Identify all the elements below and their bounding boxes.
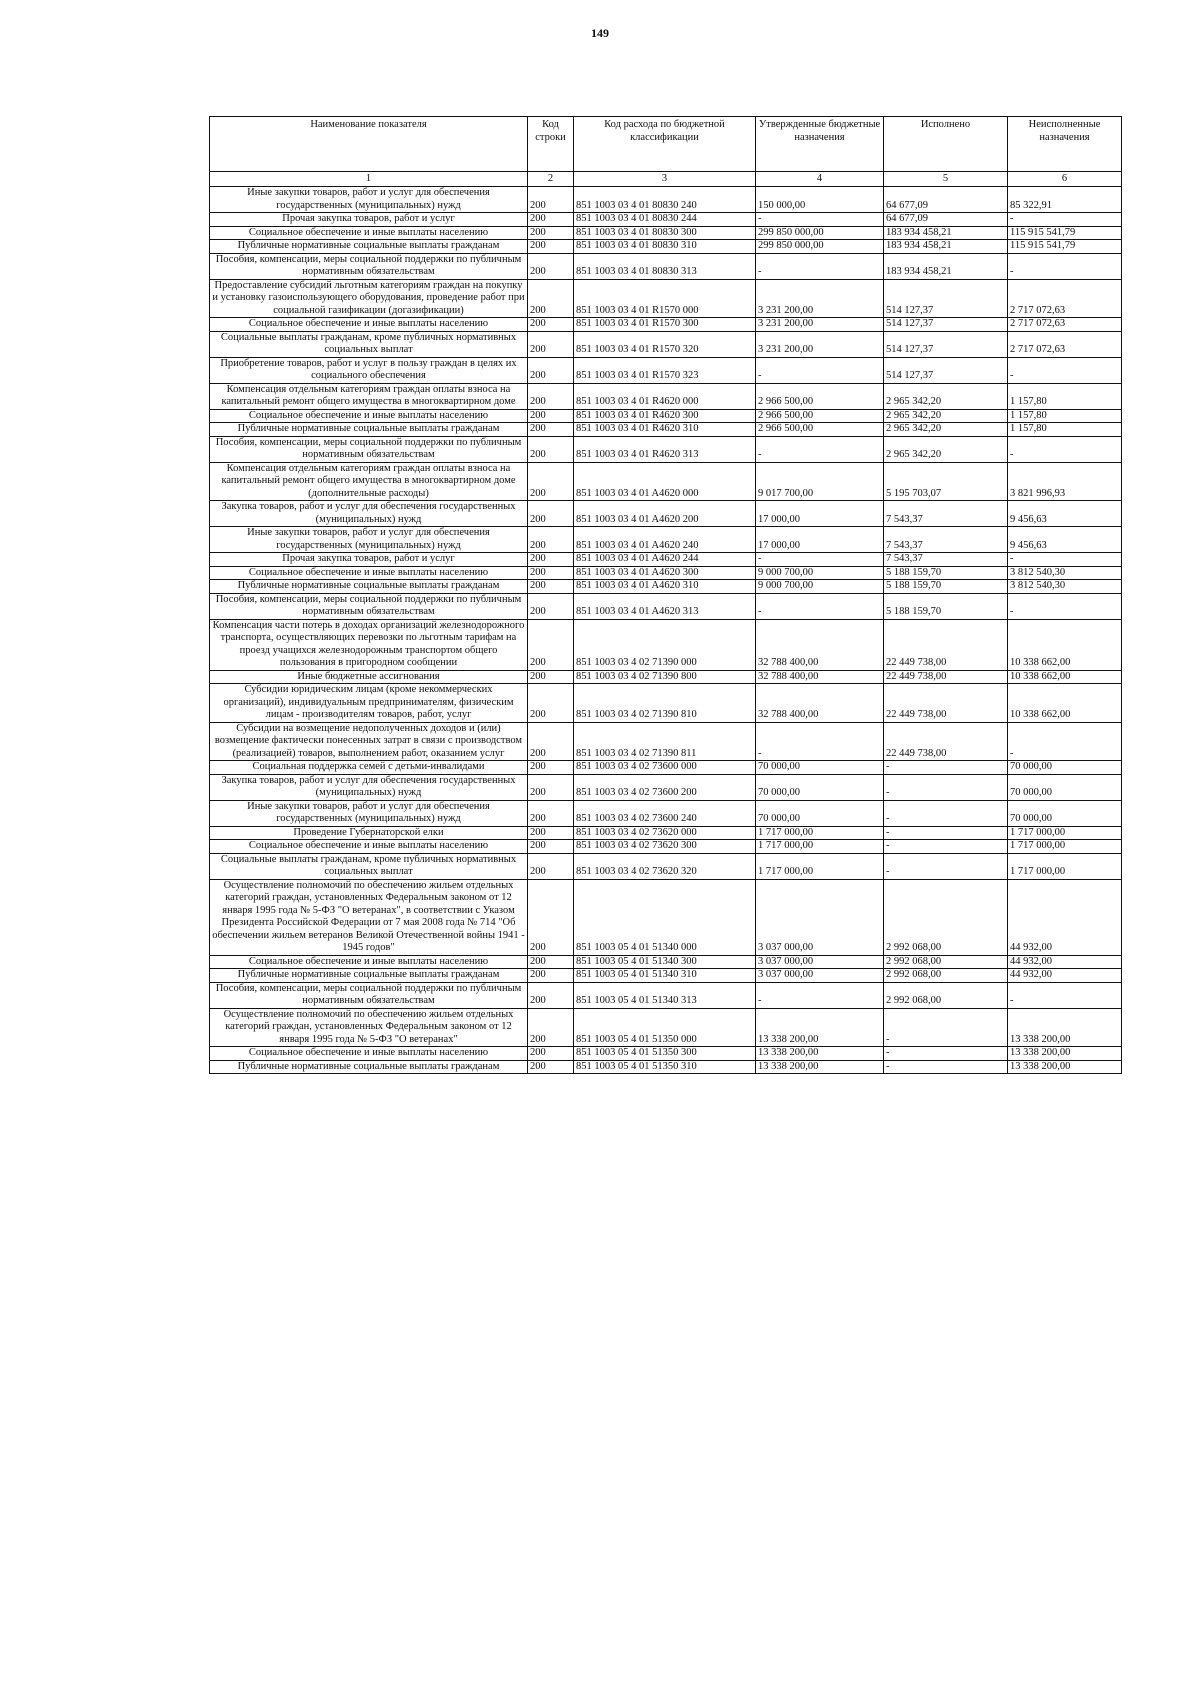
cell-executed: 2 992 068,00 bbox=[884, 982, 1008, 1008]
cell-line-code: 200 bbox=[528, 501, 574, 527]
cell-approved: 17 000,00 bbox=[756, 501, 884, 527]
cell-line-code: 200 bbox=[528, 527, 574, 553]
cell-approved: 13 338 200,00 bbox=[756, 1060, 884, 1074]
cell-line-code: 200 bbox=[528, 423, 574, 437]
cell-line-code: 200 bbox=[528, 357, 574, 383]
table-row bbox=[210, 800, 1122, 826]
cell-approved: - bbox=[756, 982, 884, 1008]
cell-expense-code: 851 1003 03 4 01 A4620 240 bbox=[574, 527, 756, 553]
cell-indicator-name: Приобретение товаров, работ и услуг в пользу граждан в целях их социального обеспечения bbox=[210, 357, 528, 383]
cell-indicator-name: Пособия, компенсации, меры социальной поддержки по публичным нормативным обязательствам bbox=[210, 593, 528, 619]
cell-unexecuted: 9 456,63 bbox=[1008, 527, 1122, 553]
cell-indicator-name: Иные закупки товаров, работ и услуг для обеспечения государственных (муниципальных) нужд bbox=[210, 187, 528, 213]
cell-executed: - bbox=[884, 800, 1008, 826]
cell-executed: 2 992 068,00 bbox=[884, 969, 1008, 983]
cell-line-code: 200 bbox=[528, 853, 574, 879]
cell-expense-code: 851 1003 03 4 01 A4620 300 bbox=[574, 566, 756, 580]
cell-unexecuted: 70 000,00 bbox=[1008, 800, 1122, 826]
cell-indicator-name: Закупка товаров, работ и услуг для обеспечения государственных (муниципальных) нужд bbox=[210, 501, 528, 527]
cell-approved: - bbox=[756, 436, 884, 462]
cell-expense-code: 851 1003 05 4 01 51350 300 bbox=[574, 1047, 756, 1061]
cell-unexecuted: 2 717 072,63 bbox=[1008, 279, 1122, 318]
cell-indicator-name: Субсидии на возмещение недополученных доходов и (или) возмещение фактически понесенных затрат в связи с производством (реализацией) товаров, выполнением работ, оказанием услуг bbox=[210, 722, 528, 761]
header-unexecuted: Неисполненные назначения bbox=[1008, 117, 1122, 172]
cell-expense-code: 851 1003 03 4 01 80830 244 bbox=[574, 213, 756, 227]
cell-indicator-name: Компенсация отдельным категориям граждан оплаты взноса на капитальный ремонт общего имущества в многоквартирном доме bbox=[210, 383, 528, 409]
cell-indicator-name: Иные закупки товаров, работ и услуг для обеспечения государственных (муниципальных) нужд bbox=[210, 527, 528, 553]
cell-approved: 32 788 400,00 bbox=[756, 670, 884, 684]
cell-expense-code: 851 1003 03 4 02 71390 000 bbox=[574, 619, 756, 670]
cell-indicator-name: Закупка товаров, работ и услуг для обеспечения государственных (муниципальных) нужд bbox=[210, 774, 528, 800]
cell-line-code: 200 bbox=[528, 436, 574, 462]
cell-approved: 17 000,00 bbox=[756, 527, 884, 553]
table-row bbox=[210, 409, 1122, 423]
cell-indicator-name: Проведение Губернаторской елки bbox=[210, 826, 528, 840]
cell-unexecuted: 10 338 662,00 bbox=[1008, 684, 1122, 723]
cell-indicator-name: Иные закупки товаров, работ и услуг для обеспечения государственных (муниципальных) нужд bbox=[210, 800, 528, 826]
cell-line-code: 200 bbox=[528, 1047, 574, 1061]
cell-line-code: 200 bbox=[528, 955, 574, 969]
cell-line-code: 200 bbox=[528, 722, 574, 761]
cell-expense-code: 851 1003 03 4 02 73600 200 bbox=[574, 774, 756, 800]
column-number: 3 bbox=[574, 172, 756, 187]
cell-unexecuted: 1 717 000,00 bbox=[1008, 826, 1122, 840]
cell-expense-code: 851 1003 03 4 02 73600 240 bbox=[574, 800, 756, 826]
table-row bbox=[210, 684, 1122, 723]
cell-indicator-name: Социальная поддержка семей с детьми-инвалидами bbox=[210, 761, 528, 775]
table-row bbox=[210, 982, 1122, 1008]
cell-approved: 70 000,00 bbox=[756, 774, 884, 800]
cell-approved: 3 037 000,00 bbox=[756, 969, 884, 983]
cell-expense-code: 851 1003 03 4 01 R1570 300 bbox=[574, 318, 756, 332]
table-row bbox=[210, 761, 1122, 775]
table-row bbox=[210, 853, 1122, 879]
header-row bbox=[210, 117, 1122, 172]
cell-expense-code: 851 1003 05 4 01 51350 310 bbox=[574, 1060, 756, 1074]
cell-executed: 7 543,37 bbox=[884, 553, 1008, 567]
cell-indicator-name: Публичные нормативные социальные выплаты гражданам bbox=[210, 423, 528, 437]
cell-line-code: 200 bbox=[528, 318, 574, 332]
header-indicator-name: Наименование показателя bbox=[210, 117, 528, 172]
table-row bbox=[210, 1047, 1122, 1061]
cell-unexecuted: - bbox=[1008, 593, 1122, 619]
cell-approved: 2 966 500,00 bbox=[756, 383, 884, 409]
table-row bbox=[210, 253, 1122, 279]
cell-executed: 2 965 342,20 bbox=[884, 383, 1008, 409]
cell-indicator-name: Осуществление полномочий по обеспечению жильем отдельных категорий граждан, установленных Федеральным законом от 12 января 1995 года № 5-ФЗ "О ветеранах", в соответствии с Указом Президента Российской Федерации от 7 мая 2008 года № 714 "Об обеспечении жильем ветеранов Великой Отечественной войны 1941 - 1945 годов" bbox=[210, 879, 528, 955]
cell-executed: - bbox=[884, 853, 1008, 879]
cell-unexecuted: 1 717 000,00 bbox=[1008, 853, 1122, 879]
cell-indicator-name: Публичные нормативные социальные выплаты гражданам bbox=[210, 240, 528, 254]
cell-indicator-name: Осуществление полномочий по обеспечению жильем отдельных категорий граждан, установленных Федеральным законом от 12 января 1995 года № 5-ФЗ "О ветеранах" bbox=[210, 1008, 528, 1047]
cell-line-code: 200 bbox=[528, 619, 574, 670]
cell-line-code: 200 bbox=[528, 879, 574, 955]
cell-unexecuted: 70 000,00 bbox=[1008, 761, 1122, 775]
cell-approved: - bbox=[756, 253, 884, 279]
cell-line-code: 200 bbox=[528, 774, 574, 800]
cell-indicator-name: Социальные выплаты гражданам, кроме публичных нормативных социальных выплат bbox=[210, 853, 528, 879]
table-row bbox=[210, 879, 1122, 955]
cell-expense-code: 851 1003 03 4 01 A4620 313 bbox=[574, 593, 756, 619]
cell-line-code: 200 bbox=[528, 982, 574, 1008]
cell-executed: 2 965 342,20 bbox=[884, 436, 1008, 462]
column-number: 4 bbox=[756, 172, 884, 187]
table-row bbox=[210, 1008, 1122, 1047]
table-row bbox=[210, 722, 1122, 761]
cell-executed: 22 449 738,00 bbox=[884, 722, 1008, 761]
cell-approved: - bbox=[756, 553, 884, 567]
cell-approved: - bbox=[756, 213, 884, 227]
cell-indicator-name: Иные бюджетные ассигнования bbox=[210, 670, 528, 684]
header-line-code: Код строки bbox=[528, 117, 574, 172]
cell-indicator-name: Публичные нормативные социальные выплаты гражданам bbox=[210, 969, 528, 983]
cell-unexecuted: 1 717 000,00 bbox=[1008, 840, 1122, 854]
cell-expense-code: 851 1003 03 4 01 A4620 244 bbox=[574, 553, 756, 567]
table-row bbox=[210, 840, 1122, 854]
cell-executed: 5 188 159,70 bbox=[884, 580, 1008, 594]
cell-indicator-name: Социальное обеспечение и иные выплаты населению bbox=[210, 409, 528, 423]
cell-indicator-name: Пособия, компенсации, меры социальной поддержки по публичным нормативным обязательствам bbox=[210, 982, 528, 1008]
cell-line-code: 200 bbox=[528, 1008, 574, 1047]
cell-line-code: 200 bbox=[528, 253, 574, 279]
cell-unexecuted: 1 157,80 bbox=[1008, 383, 1122, 409]
cell-indicator-name: Прочая закупка товаров, работ и услуг bbox=[210, 553, 528, 567]
table-row bbox=[210, 331, 1122, 357]
cell-expense-code: 851 1003 05 4 01 51340 313 bbox=[574, 982, 756, 1008]
cell-approved: 9 000 700,00 bbox=[756, 566, 884, 580]
page-number: 149 bbox=[591, 26, 609, 40]
cell-unexecuted: 3 812 540,30 bbox=[1008, 566, 1122, 580]
cell-line-code: 200 bbox=[528, 409, 574, 423]
cell-executed: - bbox=[884, 1060, 1008, 1074]
cell-unexecuted: 3 821 996,93 bbox=[1008, 462, 1122, 501]
table-row bbox=[210, 527, 1122, 553]
table-row bbox=[210, 969, 1122, 983]
cell-approved: 32 788 400,00 bbox=[756, 684, 884, 723]
cell-executed: 64 677,09 bbox=[884, 213, 1008, 227]
cell-executed: 183 934 458,21 bbox=[884, 240, 1008, 254]
cell-expense-code: 851 1003 03 4 01 80830 300 bbox=[574, 226, 756, 240]
cell-approved: 9 017 700,00 bbox=[756, 462, 884, 501]
cell-unexecuted: - bbox=[1008, 982, 1122, 1008]
cell-expense-code: 851 1003 03 4 01 80830 310 bbox=[574, 240, 756, 254]
table-header bbox=[210, 117, 1122, 187]
table-row bbox=[210, 436, 1122, 462]
cell-expense-code: 851 1003 03 4 01 R4620 313 bbox=[574, 436, 756, 462]
cell-approved: 150 000,00 bbox=[756, 187, 884, 213]
cell-executed: 5 188 159,70 bbox=[884, 593, 1008, 619]
cell-unexecuted: 3 812 540,30 bbox=[1008, 580, 1122, 594]
cell-expense-code: 851 1003 03 4 01 A4620 310 bbox=[574, 580, 756, 594]
cell-expense-code: 851 1003 03 4 01 80830 313 bbox=[574, 253, 756, 279]
table-row bbox=[210, 580, 1122, 594]
cell-executed: - bbox=[884, 1047, 1008, 1061]
table-row bbox=[210, 826, 1122, 840]
cell-unexecuted: 115 915 541,79 bbox=[1008, 226, 1122, 240]
cell-expense-code: 851 1003 03 4 01 R1570 323 bbox=[574, 357, 756, 383]
cell-expense-code: 851 1003 03 4 02 73620 320 bbox=[574, 853, 756, 879]
cell-indicator-name: Социальное обеспечение и иные выплаты населению bbox=[210, 318, 528, 332]
cell-approved: 9 000 700,00 bbox=[756, 580, 884, 594]
cell-executed: 22 449 738,00 bbox=[884, 684, 1008, 723]
cell-unexecuted: 44 932,00 bbox=[1008, 969, 1122, 983]
cell-approved: 3 231 200,00 bbox=[756, 318, 884, 332]
cell-unexecuted: - bbox=[1008, 253, 1122, 279]
cell-expense-code: 851 1003 05 4 01 51340 300 bbox=[574, 955, 756, 969]
cell-line-code: 200 bbox=[528, 1060, 574, 1074]
cell-indicator-name: Социальное обеспечение и иные выплаты населению bbox=[210, 955, 528, 969]
cell-executed: 5 188 159,70 bbox=[884, 566, 1008, 580]
cell-executed: 22 449 738,00 bbox=[884, 670, 1008, 684]
table-row bbox=[210, 318, 1122, 332]
cell-approved: 3 231 200,00 bbox=[756, 279, 884, 318]
header-approved: Утвержденные бюджетные назначения bbox=[756, 117, 884, 172]
cell-unexecuted: 9 456,63 bbox=[1008, 501, 1122, 527]
cell-approved: 1 717 000,00 bbox=[756, 840, 884, 854]
cell-executed: 2 965 342,20 bbox=[884, 423, 1008, 437]
cell-approved: 1 717 000,00 bbox=[756, 853, 884, 879]
cell-approved: 3 231 200,00 bbox=[756, 331, 884, 357]
header-executed: Исполнено bbox=[884, 117, 1008, 172]
column-number-row bbox=[210, 172, 1122, 187]
cell-line-code: 200 bbox=[528, 969, 574, 983]
cell-expense-code: 851 1003 03 4 01 R4620 000 bbox=[574, 383, 756, 409]
cell-executed: 183 934 458,21 bbox=[884, 226, 1008, 240]
cell-approved: 13 338 200,00 bbox=[756, 1008, 884, 1047]
cell-unexecuted: 10 338 662,00 bbox=[1008, 619, 1122, 670]
table-row bbox=[210, 279, 1122, 318]
cell-line-code: 200 bbox=[528, 840, 574, 854]
cell-expense-code: 851 1003 03 4 02 71390 800 bbox=[574, 670, 756, 684]
cell-executed: 183 934 458,21 bbox=[884, 253, 1008, 279]
cell-executed: 514 127,37 bbox=[884, 279, 1008, 318]
cell-indicator-name: Социальное обеспечение и иные выплаты населению bbox=[210, 840, 528, 854]
cell-line-code: 200 bbox=[528, 800, 574, 826]
cell-line-code: 200 bbox=[528, 331, 574, 357]
cell-line-code: 200 bbox=[528, 670, 574, 684]
column-number: 5 bbox=[884, 172, 1008, 187]
cell-expense-code: 851 1003 03 4 01 A4620 000 bbox=[574, 462, 756, 501]
cell-approved: 70 000,00 bbox=[756, 761, 884, 775]
cell-approved: - bbox=[756, 593, 884, 619]
table-row bbox=[210, 955, 1122, 969]
cell-approved: 2 966 500,00 bbox=[756, 423, 884, 437]
cell-expense-code: 851 1003 03 4 01 R1570 320 bbox=[574, 331, 756, 357]
cell-executed: - bbox=[884, 1008, 1008, 1047]
column-number: 2 bbox=[528, 172, 574, 187]
cell-unexecuted: - bbox=[1008, 436, 1122, 462]
table-row bbox=[210, 566, 1122, 580]
cell-line-code: 200 bbox=[528, 226, 574, 240]
table-body bbox=[210, 187, 1122, 1074]
cell-executed: 2 992 068,00 bbox=[884, 955, 1008, 969]
cell-approved: - bbox=[756, 357, 884, 383]
table-row bbox=[210, 501, 1122, 527]
cell-unexecuted: 70 000,00 bbox=[1008, 774, 1122, 800]
cell-executed: 64 677,09 bbox=[884, 187, 1008, 213]
table-row bbox=[210, 462, 1122, 501]
cell-expense-code: 851 1003 03 4 01 80830 240 bbox=[574, 187, 756, 213]
cell-line-code: 200 bbox=[528, 187, 574, 213]
table-row bbox=[210, 187, 1122, 213]
cell-unexecuted: 13 338 200,00 bbox=[1008, 1047, 1122, 1061]
cell-line-code: 200 bbox=[528, 213, 574, 227]
cell-approved: 299 850 000,00 bbox=[756, 226, 884, 240]
cell-executed: 2 992 068,00 bbox=[884, 879, 1008, 955]
cell-line-code: 200 bbox=[528, 684, 574, 723]
column-number: 6 bbox=[1008, 172, 1122, 187]
cell-indicator-name: Социальное обеспечение и иные выплаты населению bbox=[210, 566, 528, 580]
cell-unexecuted: 13 338 200,00 bbox=[1008, 1060, 1122, 1074]
cell-unexecuted: 1 157,80 bbox=[1008, 423, 1122, 437]
cell-executed: 2 965 342,20 bbox=[884, 409, 1008, 423]
table-row bbox=[210, 670, 1122, 684]
table-row bbox=[210, 357, 1122, 383]
column-number: 1 bbox=[210, 172, 528, 187]
cell-approved: 3 037 000,00 bbox=[756, 955, 884, 969]
cell-executed: 514 127,37 bbox=[884, 331, 1008, 357]
cell-approved: 299 850 000,00 bbox=[756, 240, 884, 254]
table-row bbox=[210, 1060, 1122, 1074]
cell-line-code: 200 bbox=[528, 826, 574, 840]
cell-expense-code: 851 1003 05 4 01 51340 000 bbox=[574, 879, 756, 955]
cell-executed: - bbox=[884, 774, 1008, 800]
cell-executed: 5 195 703,07 bbox=[884, 462, 1008, 501]
cell-unexecuted: - bbox=[1008, 553, 1122, 567]
cell-unexecuted: 85 322,91 bbox=[1008, 187, 1122, 213]
cell-line-code: 200 bbox=[528, 593, 574, 619]
cell-approved: 2 966 500,00 bbox=[756, 409, 884, 423]
table-row bbox=[210, 619, 1122, 670]
table-row bbox=[210, 553, 1122, 567]
cell-expense-code: 851 1003 03 4 02 73600 000 bbox=[574, 761, 756, 775]
cell-unexecuted: - bbox=[1008, 722, 1122, 761]
cell-unexecuted: 1 157,80 bbox=[1008, 409, 1122, 423]
cell-unexecuted: 115 915 541,79 bbox=[1008, 240, 1122, 254]
cell-line-code: 200 bbox=[528, 761, 574, 775]
cell-indicator-name: Публичные нормативные социальные выплаты гражданам bbox=[210, 1060, 528, 1074]
cell-executed: 514 127,37 bbox=[884, 318, 1008, 332]
cell-approved: 13 338 200,00 bbox=[756, 1047, 884, 1061]
cell-executed: - bbox=[884, 840, 1008, 854]
cell-line-code: 200 bbox=[528, 580, 574, 594]
cell-indicator-name: Социальные выплаты гражданам, кроме публичных нормативных социальных выплат bbox=[210, 331, 528, 357]
cell-unexecuted: 44 932,00 bbox=[1008, 955, 1122, 969]
cell-unexecuted: 2 717 072,63 bbox=[1008, 318, 1122, 332]
cell-unexecuted: 13 338 200,00 bbox=[1008, 1008, 1122, 1047]
cell-indicator-name: Компенсация отдельным категориям граждан оплаты взноса на капитальный ремонт общего имущества в многоквартирном доме (дополнительные расходы) bbox=[210, 462, 528, 501]
table-row bbox=[210, 240, 1122, 254]
cell-indicator-name: Субсидии юридическим лицам (кроме некоммерческих организаций), индивидуальным предпринимателям, физическим лицам - производителям товаров, работ, услуг bbox=[210, 684, 528, 723]
cell-expense-code: 851 1003 05 4 01 51350 000 bbox=[574, 1008, 756, 1047]
cell-executed: 7 543,37 bbox=[884, 527, 1008, 553]
table-row bbox=[210, 213, 1122, 227]
cell-expense-code: 851 1003 03 4 02 71390 811 bbox=[574, 722, 756, 761]
cell-indicator-name: Пособия, компенсации, меры социальной поддержки по публичным нормативным обязательствам bbox=[210, 436, 528, 462]
cell-executed: 7 543,37 bbox=[884, 501, 1008, 527]
cell-expense-code: 851 1003 03 4 01 R4620 300 bbox=[574, 409, 756, 423]
cell-approved: 1 717 000,00 bbox=[756, 826, 884, 840]
cell-line-code: 200 bbox=[528, 383, 574, 409]
cell-expense-code: 851 1003 03 4 02 73620 000 bbox=[574, 826, 756, 840]
cell-line-code: 200 bbox=[528, 566, 574, 580]
cell-indicator-name: Социальное обеспечение и иные выплаты населению bbox=[210, 1047, 528, 1061]
cell-expense-code: 851 1003 03 4 01 A4620 200 bbox=[574, 501, 756, 527]
cell-line-code: 200 bbox=[528, 240, 574, 254]
cell-indicator-name: Социальное обеспечение и иные выплаты населению bbox=[210, 226, 528, 240]
cell-line-code: 200 bbox=[528, 462, 574, 501]
cell-indicator-name: Публичные нормативные социальные выплаты гражданам bbox=[210, 580, 528, 594]
cell-unexecuted: 44 932,00 bbox=[1008, 879, 1122, 955]
cell-approved: - bbox=[756, 722, 884, 761]
cell-executed: 22 449 738,00 bbox=[884, 619, 1008, 670]
cell-indicator-name: Предоставление субсидий льготным категориям граждан на покупку и установку газоиспользующего оборудования, проведение работ при социальной газификации (догазификации) bbox=[210, 279, 528, 318]
budget-execution-table-container bbox=[209, 116, 1121, 1074]
header-expense-code: Код расхода по бюджетной классификации bbox=[574, 117, 756, 172]
cell-line-code: 200 bbox=[528, 279, 574, 318]
cell-executed: 514 127,37 bbox=[884, 357, 1008, 383]
cell-executed: - bbox=[884, 826, 1008, 840]
cell-expense-code: 851 1003 03 4 02 73620 300 bbox=[574, 840, 756, 854]
cell-approved: 3 037 000,00 bbox=[756, 879, 884, 955]
cell-expense-code: 851 1003 05 4 01 51340 310 bbox=[574, 969, 756, 983]
cell-indicator-name: Компенсация части потерь в доходах организаций железнодорожного транспорта, осуществляющих перевозки по льготным тарифам на проезд учащихся железнодорожным транспортом общего пользования в пригородном сообщении bbox=[210, 619, 528, 670]
cell-expense-code: 851 1003 03 4 02 71390 810 bbox=[574, 684, 756, 723]
cell-line-code: 200 bbox=[528, 553, 574, 567]
cell-expense-code: 851 1003 03 4 01 R4620 310 bbox=[574, 423, 756, 437]
table-row bbox=[210, 774, 1122, 800]
table-row bbox=[210, 383, 1122, 409]
cell-expense-code: 851 1003 03 4 01 R1570 000 bbox=[574, 279, 756, 318]
budget-execution-table bbox=[209, 116, 1122, 1074]
cell-unexecuted: - bbox=[1008, 357, 1122, 383]
table-row bbox=[210, 226, 1122, 240]
cell-approved: 70 000,00 bbox=[756, 800, 884, 826]
cell-indicator-name: Прочая закупка товаров, работ и услуг bbox=[210, 213, 528, 227]
cell-indicator-name: Пособия, компенсации, меры социальной поддержки по публичным нормативным обязательствам bbox=[210, 253, 528, 279]
cell-approved: 32 788 400,00 bbox=[756, 619, 884, 670]
cell-unexecuted: 10 338 662,00 bbox=[1008, 670, 1122, 684]
table-row bbox=[210, 593, 1122, 619]
cell-unexecuted: 2 717 072,63 bbox=[1008, 331, 1122, 357]
cell-executed: - bbox=[884, 761, 1008, 775]
table-row bbox=[210, 423, 1122, 437]
cell-unexecuted: - bbox=[1008, 213, 1122, 227]
